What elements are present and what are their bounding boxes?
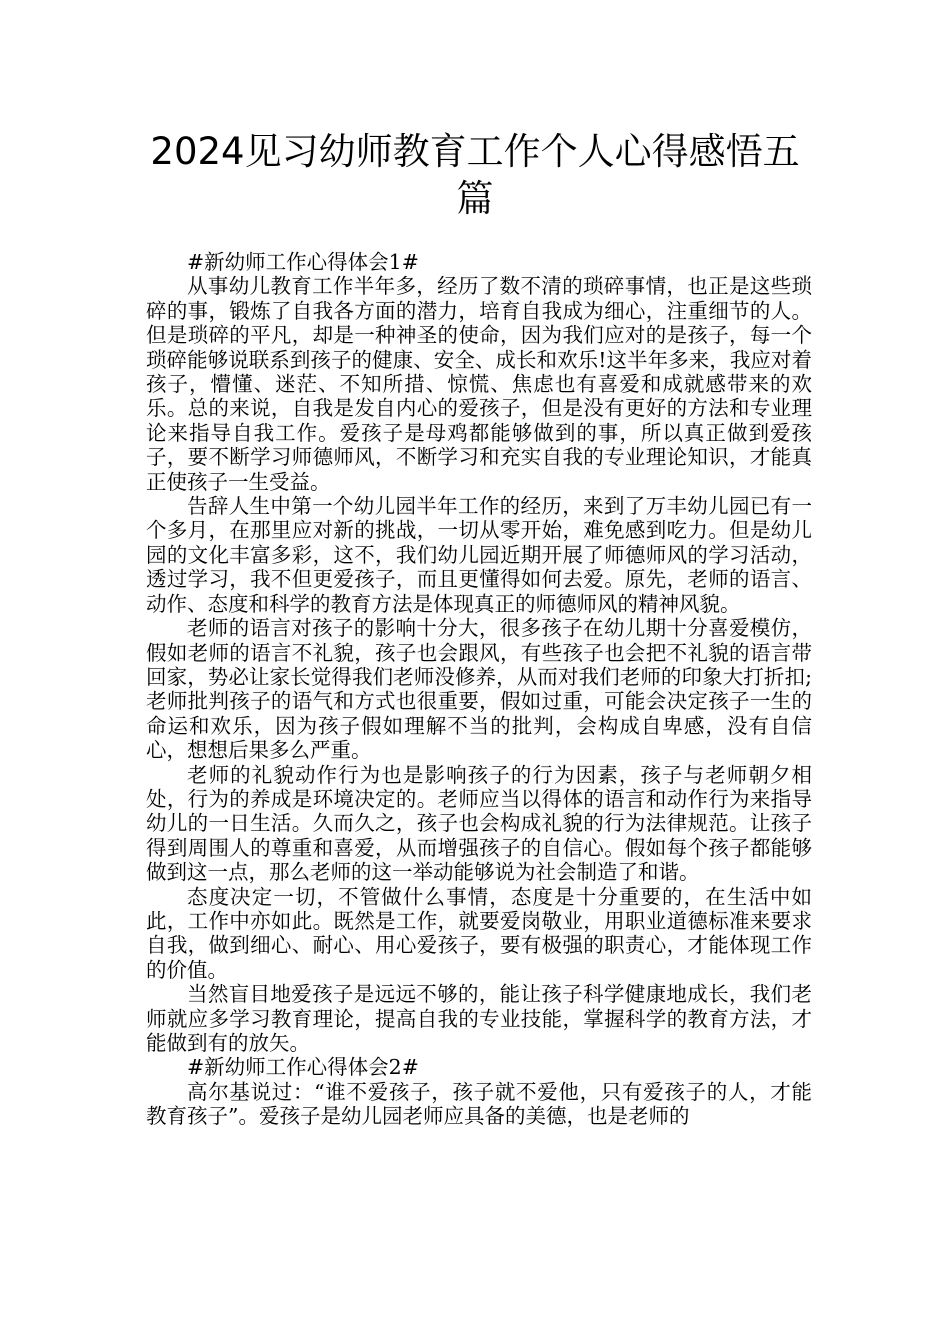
section-heading-1: #新幼师工作心得体会1# bbox=[187, 250, 419, 274]
section-heading-2: #新幼师工作心得体会2# bbox=[187, 1055, 419, 1080]
paragraph: 高尔基说过：“谁不爱孩子，孩子就不爱他，只有爱孩子的人，才能教育孩子”。爱孩子是幼儿园老师应具备的美德，也是老师的 bbox=[146, 1079, 812, 1129]
paragraph: 告辞人生中第一个幼儿园半年工作的经历，来到了万丰幼儿园已有一个多月，在那里应对新的挑战，一切从零开始，难免感到吃力。但是幼儿园的文化丰富多彩，这不，我们幼儿园近期开展了师德师风的学习活动，透过学习，我不但更爱孩子，而且更懂得如何去爱。原先，老师的语言、动作、态度和科学的教育方法是体现真正的师德师风的精神风貌。 bbox=[146, 494, 812, 616]
paragraph: 老师的语言对孩子的影响十分大，很多孩子在幼儿期十分喜爱模仿，假如老师的语言不礼貌，孩子也会跟风，有些孩子也会把不礼貌的语言带回家，势必让家长觉得我们老师没修养，从而对我们老师的印象大打折扣;老师批判孩子的语气和方式也很重要，假如过重，可能会决定孩子一生的命运和欢乐，因为孩子假如理解不当的批判，会构成自卑感，没有自信心，想想后果多么严重。 bbox=[146, 616, 812, 763]
paragraph: 态度决定一切，不管做什么事情，态度是十分重要的，在生活中如此，工作中亦如此。既然是工作，就要爱岗敬业，用职业道德标准来要求自我，做到细心、耐心、用心爱孩子，要有极强的职责心，才能体现工作的价值。 bbox=[146, 884, 812, 982]
document-title: 2024见习幼师教育工作个人心得感悟五篇 bbox=[150, 130, 800, 220]
paragraph: 当然盲目地爱孩子是远远不够的，能让孩子科学健康地成长，我们老师就应多学习教育理论，提高自我的专业技能，掌握科学的教育方法，才能做到有的放矢。 bbox=[146, 982, 812, 1055]
paragraph: 从事幼儿教育工作半年多，经历了数不清的琐碎事情，也正是这些琐碎的事，锻炼了自我各方面的潜力，培育自我成为细心，注重细节的人。但是琐碎的平凡，却是一种神圣的使命，因为我们应对的是孩子，每一个琐碎能够说联系到孩子的健康、安全、成长和欢乐!这半年多来，我应对着孩子，懵懂、迷茫、不知所措、惊慌、焦虑也有喜爱和成就感带来的欢乐。总的来说，自我是发自内心的爱孩子，但是没有更好的方法和专业理论来指导自我工作。爱孩子是母鸡都能够做到的事，所以真正做到爱孩子，要不断学习师德师风，不断学习和充实自我的专业理论知识，才能真正使孩子一生受益。 bbox=[146, 274, 812, 494]
paragraph: 老师的礼貌动作行为也是影响孩子的行为因素，孩子与老师朝夕相处，行为的养成是环境决定的。老师应当以得体的语言和动作行为来指导幼儿的一日生活。久而久之，孩子也会构成礼貌的行为法律规范。让孩子得到周围人的尊重和喜爱，从而增强孩子的自信心。假如每个孩子都能够做到这一点，那么老师的这一举动能够说为社会制造了和谐。 bbox=[146, 762, 812, 885]
document-body bbox=[146, 250, 812, 1129]
